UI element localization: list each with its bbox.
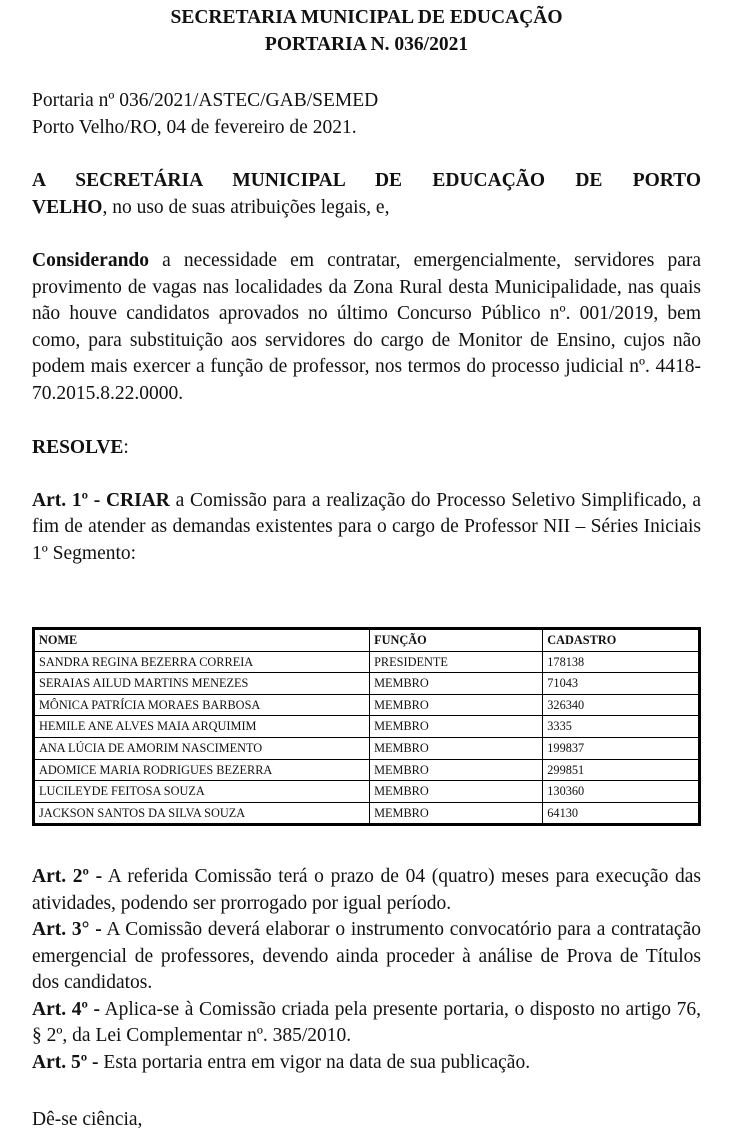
closing-line: Dê-se ciência,: [32, 1109, 143, 1130]
header-cadastro: CADASTRO: [543, 629, 700, 652]
article-2-label: Art. 2º -: [32, 866, 103, 887]
table-header-row: [34, 629, 700, 652]
cell-nome: JACKSON SANTOS DA SILVA SOUZA: [34, 802, 370, 825]
resolve-colon: :: [123, 437, 129, 458]
article-5-text: Esta portaria entra em vigor na data de sua publicação.: [98, 1051, 531, 1073]
cell-cadastro: 3335: [543, 716, 700, 738]
cell-funcao: MEMBRO: [370, 716, 543, 738]
commission-table: [32, 627, 701, 826]
article-5-label: Art. 5º -: [32, 1051, 99, 1073]
table-row: [34, 694, 700, 716]
article-3-text: A Comissão deverá elaborar o instrumento convocatório para a contratação emergencial de professores, devendo ainda proceder à análise de Prova de Títulos dos candidatos.: [32, 919, 701, 993]
header-nome: NOME: [34, 629, 370, 652]
cell-cadastro: 326340: [543, 694, 700, 716]
article-2: [32, 864, 701, 917]
cell-funcao: MEMBRO: [370, 673, 543, 695]
cell-funcao: MEMBRO: [370, 802, 543, 825]
cell-funcao: MEMBRO: [370, 781, 543, 803]
cell-funcao: MEMBRO: [370, 694, 543, 716]
intro-paragraph: [32, 168, 701, 221]
article-4-label: Art. 4º -: [32, 998, 100, 1020]
intro-bold-line2: VELHO: [32, 196, 103, 218]
table-row: [34, 673, 700, 695]
portaria-reference: Portaria nº 036/2021/ASTEC/GAB/SEMED: [32, 90, 379, 111]
cell-nome: SANDRA REGINA BEZERRA CORREIA: [34, 651, 370, 673]
article-2-text: A referida Comissão terá o prazo de 04 (quatro) meses para execução das atividades, podendo ser prorrogado por igual período.: [32, 866, 701, 914]
table-row: [34, 716, 700, 738]
table-row: [34, 781, 700, 803]
reference-block: [32, 88, 701, 141]
cell-funcao: MEMBRO: [370, 759, 543, 781]
table-row: [34, 759, 700, 781]
table-row: [34, 737, 700, 759]
article-4: [32, 997, 701, 1050]
cell-cadastro: 71043: [543, 673, 700, 695]
cell-nome: MÔNICA PATRÍCIA MORAES BARBOSA: [34, 694, 370, 716]
cell-nome: LUCILEYDE FEITOSA SOUZA: [34, 781, 370, 803]
table-row: [34, 651, 700, 673]
cell-nome: ADOMICE MARIA RODRIGUES BEZERRA: [34, 759, 370, 781]
cell-cadastro: 64130: [543, 802, 700, 825]
cell-cadastro: 299851: [543, 759, 700, 781]
article-1: [32, 488, 701, 568]
document-header: [32, 4, 701, 58]
considerando-label: Considerando: [32, 250, 150, 271]
considerando-paragraph: [32, 248, 701, 407]
considerando-text: a necessidade em contratar, emergencialmente, servidores para provimento de vagas nas localidades da Zona Rural desta Municipalidade, nas quais não houve candidatos aprovados no último Concurso Público nº. 001/2019, bem como, para substituição aos servidores do cargo de Monitor de Ensino, cujos não podem mais exercer a função de professor, nos termos do processo judicial nº. 4418-70.2015.8.22.0000.: [32, 250, 701, 404]
cell-nome: ANA LÚCIA DE AMORIM NASCIMENTO: [34, 737, 370, 759]
cell-nome: SERAIAS AILUD MARTINS MENEZES: [34, 673, 370, 695]
cell-cadastro: 199837: [543, 737, 700, 759]
cell-funcao: MEMBRO: [370, 737, 543, 759]
resolve-heading: [32, 435, 701, 462]
article-1-text: a Comissão para a realização do Processo Seletivo Simplificado, a fim de atender as demandas existentes para o cargo de Professor NII – Séries Iniciais 1º Segmento:: [32, 489, 701, 564]
intro-bold-line1: A SECRETÁRIA MUNICIPAL DE EDUCAÇÃO DE PORTO: [32, 170, 701, 191]
article-3-label: Art. 3° -: [32, 919, 102, 940]
cell-funcao: PRESIDENTE: [370, 651, 543, 673]
article-3: [32, 917, 701, 997]
table-row: [34, 802, 700, 825]
header-funcao: FUNÇÃO: [370, 629, 543, 652]
resolve-label: RESOLVE: [32, 437, 124, 458]
intro-rest: , no uso de suas atribuições legais, e,: [102, 196, 390, 218]
cell-cadastro: 178138: [543, 651, 700, 673]
secretaria-title: SECRETARIA MUNICIPAL DE EDUCAÇÃO: [170, 7, 563, 28]
articles-block: [32, 864, 701, 1076]
article-4-text: Aplica-se à Comissão criada pela presente portaria, o disposto no artigo 76, § 2º, da Lei Complementar nº. 385/2010.: [32, 998, 701, 1046]
cell-cadastro: 130360: [543, 781, 700, 803]
cell-nome: HEMILE ANE ALVES MAIA ARQUIMIM: [34, 716, 370, 738]
article-1-label: Art. 1º - CRIAR: [32, 489, 170, 511]
document-body: [32, 4, 701, 567]
article-5: [32, 1050, 701, 1077]
place-date: Porto Velho/RO, 04 de fevereiro de 2021.: [32, 116, 357, 138]
portaria-title: PORTARIA N. 036/2021: [264, 34, 469, 55]
